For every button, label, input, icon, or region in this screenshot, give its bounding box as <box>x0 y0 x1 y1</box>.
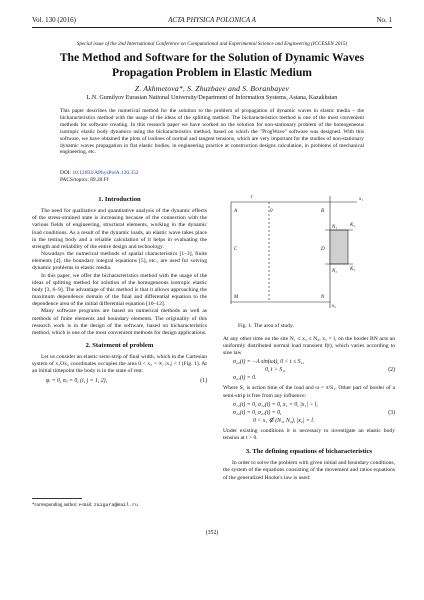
page-number: (352) <box>205 530 219 536</box>
label-c: C <box>234 247 238 252</box>
label-k2: K₂ <box>350 267 356 272</box>
equation-1-number: (1) <box>200 377 207 384</box>
label-a: A <box>234 209 238 214</box>
label-d: D <box>321 247 325 252</box>
equation-3-line-3: 0 < x₁ ∉ (N₁, N₂), |x₂| = l. <box>253 417 315 424</box>
journal-name: ACTA PHYSICA POLONICA A <box>168 16 256 24</box>
equation-2 <box>223 357 395 385</box>
intro-paragraph-1: The need for qualitative and quantitative analysis of the dynamic effects of the stress-strained state is increasing because of the connection with the various fields of engineering, structural elements, working in the dynamic load conditions. As a result of the dynamic loads, an elastic wave takes place in the testing body and a reliable calculation of it helps in evaluating the strength and reliability of the entire design and technology. <box>32 208 207 250</box>
intro-paragraph-3: In this paper, we offer the bicharacteristics method with the usage of the ideas of splitting method for solution of the homogeneous isotropic elastic body [3, 6–9]. The advantage of this method is that it allows approaching the maximum dependence domain of the final and differential equation to the dependence area of the initial differential equation [10–12]. <box>32 272 207 308</box>
label-k1: K₁ <box>350 223 356 228</box>
load-area <box>330 230 348 264</box>
label-n: N <box>321 295 325 300</box>
statement-paragraph-1: Let us consider an elastic semi-strip of final width, which in the Cartesian system of x₁Ox₂ coordinates occupies the area 0 < x₂ < ∞, |x₁| < l (Fig. 1). At an initial timepoint the body is in the state of rest: <box>32 354 207 375</box>
tension-paragraph: Under existing conditions it is necessary to investigate an elastic body tension at t > 0. <box>223 427 395 441</box>
title-line-1: The Method and Software for the Solution of Dynamic Waves <box>59 51 365 64</box>
intro-paragraph-4: Many software programs are based on numerical methods as well as methods of finite elements and boundary elements. The originality of this research work is in the design of the software, based on bicharacteristics method, which is one of the most convenient methods for design applications. <box>32 308 207 336</box>
figure-1-diagram <box>225 190 375 310</box>
equation-2-line-3: σ₂₁(t) = 0. <box>233 375 257 382</box>
right-column <box>223 336 395 482</box>
label-t: t <box>251 195 253 200</box>
label-n2: N₂ <box>332 269 338 274</box>
label-x1: x₁ <box>359 197 363 202</box>
running-header <box>32 16 392 26</box>
volume-label: Vol. 130 (2016) <box>32 16 77 24</box>
label-b: B <box>321 209 325 214</box>
label-0: 0 <box>270 209 273 214</box>
figure-1-caption: Fig. 1. The area of study. <box>238 323 294 329</box>
issue-number: No. 1 <box>376 16 392 24</box>
equation-3 <box>223 400 395 428</box>
label-n1: N₁ <box>332 225 338 230</box>
affiliation: L.N. Gumilyov Eurasian National University/Department of Information Systems, Astana, Kazakhstan <box>86 95 338 101</box>
special-issue-note: Special issue of the 2nd International Conference on Computational and Experimental Science and Engineering (ICCESEN 2015) <box>76 41 348 47</box>
authors: Z. Akhmetova*, S. Zhuzbaev and S. Boranbayev <box>134 84 290 93</box>
equation-3-line-2: σ₂₂(t) = 0, σ₂₁(t) = 0, <box>233 409 282 416</box>
equation-2-number: (2) <box>388 367 395 374</box>
footnote-email[interactable]: zaigura@mail.ru <box>93 503 138 508</box>
doi-label: DOI: <box>60 170 72 176</box>
label-x2: x₂ <box>332 304 336 309</box>
label-m: M <box>234 295 239 300</box>
section-3-heading: 3. The defining equations of bicharacteristics <box>245 448 373 456</box>
pacs: PACS/topics: 89.20.Ff <box>60 177 109 183</box>
header-rule <box>32 27 392 28</box>
title-line-2: Propagation Problem in Elastic Medium <box>112 66 312 79</box>
section-2-heading: 2. Statement of problem <box>85 341 154 349</box>
doi-block <box>60 170 139 184</box>
paper-title <box>30 50 394 80</box>
equation-2-line-2: 0, t > S₁, <box>265 367 286 374</box>
section-1-heading: 1. Introduction <box>98 196 141 203</box>
footnote <box>32 503 138 508</box>
bichar-paragraph: In order to solve the problem with given initial and boundary conditions, the system of the equations consisting of the movement and ratios equations of the generalized Hooke's law is used: <box>223 460 395 481</box>
abstract: This paper describes the numerical method for the solution to the problem of propagation of dynamic waves in elastic media – the bicharacteristics method with the usage of the ideas of the splitting method. The bicharacteristics method is one of the most convenient methods for software creating. In this research paper we have worked on the solution for non-stationary problem of the homogeneous isotropic elastic body dynamics using the bicharacteristics method, based on which the "ProgWave" software was designed. With this software, we have obtained the plots of isolines of normal and tangent tensions, which are very important for the studies of non-stationary dynamic waves propagation in flat elastic bodies, in engineering practice at construction designs calculation, in problems of mechanical engineering, etc. <box>60 108 364 156</box>
footnote-text: *corresponding author; e-mail: <box>32 503 93 508</box>
equation-3-line-1: σ₁₁(t) = 0, σ₁₂(t) = 0, x₁ = 0, |x₁| > l, <box>233 401 318 408</box>
intro-paragraph-2: Nowadays the numerical methods of spatial characteristics [1–3], finite elements [4], the boundary integral equations [5], etc., are used for solving dynamic problems in elastic media. <box>32 251 207 272</box>
doi-link[interactable]: 10.12693/APhysPolA.130.352 <box>72 170 139 176</box>
left-column <box>32 196 207 387</box>
equation-3-number: (3) <box>388 409 395 416</box>
equation-2-line-1: σ₂₂(t) = −A sin(ωt), 0 < t ≤ S₁, <box>233 359 304 366</box>
equation-1 <box>32 376 207 387</box>
footnote-rule <box>32 498 82 499</box>
free-border-paragraph: Where S₁ is action time of the load and ω = π/S₁. Other part of border of a semi-strip is free from any influence: <box>223 385 395 399</box>
equation-1-body: φᵢ = 0, σᵢⱼ = 0, (i, j = 1, 2), <box>46 377 108 384</box>
load-paragraph: At any other time on the site N₁ ≤ x₂ ≤ N₂, x₁ = l, on the border BN acts an uniformly distributed normal load transient f(t), which varies according to sine law <box>223 336 395 357</box>
